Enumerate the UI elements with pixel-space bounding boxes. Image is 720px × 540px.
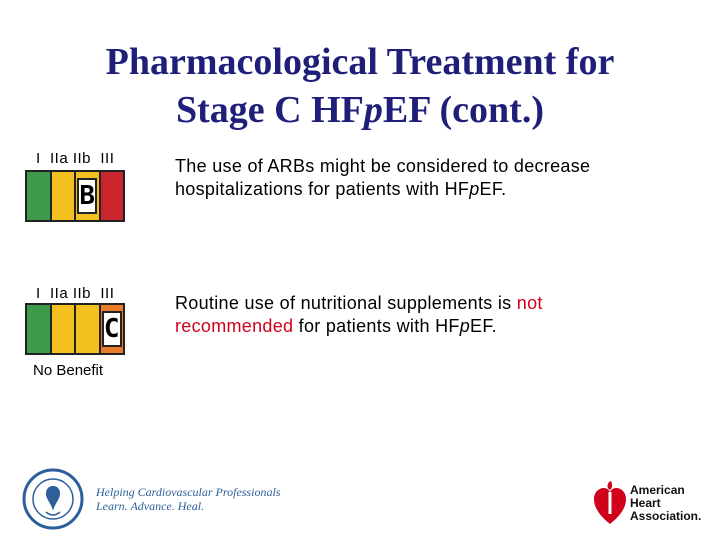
acc-tagline: Helping Cardiovascular Professionals Learn. Advance. Heal. [96,485,281,513]
acc-seal-logo [22,468,84,530]
recommendation-class-bar-1 [25,170,125,222]
recommendation-text-1: The use of ARBs might be considered to decrease hospitalizations for patients with HFpEF. [175,156,591,199]
title-line-2 [0,86,720,134]
not-recommended-emphasis: not recommended [175,293,543,336]
class-iib-segment [76,305,101,353]
no-benefit-label: No Benefit [33,362,104,379]
class-iii-segment [101,172,124,220]
recommendation-text-2: Routine use of nutritional supplements is not recommended for patients with HFpEF. [175,293,543,336]
title-line-1: Pharmacological Treatment for [105,41,615,83]
level-of-evidence-badge: B [77,178,97,214]
class-labels-1: I IIa IIb III [36,150,115,167]
class-iia-segment [52,172,77,220]
class-labels-2: I IIa IIb III [36,285,115,302]
title-line-2-post: EF (cont.) [382,89,544,131]
class-i-segment [27,305,52,353]
title-line-2-pre: Stage C HF [176,89,364,131]
slide-title [0,38,720,134]
aha-heart-torch-logo [592,478,628,528]
aha-wordmark: American Heart Association. [630,483,702,523]
class-i-segment [27,172,52,220]
class-iii-segment [101,305,124,353]
class-iia-segment [52,305,77,353]
title-line-2-italic: p [363,89,383,131]
level-of-evidence-badge: C [102,311,122,347]
class-iib-segment [76,172,101,220]
recommendation-class-bar-2 [25,303,125,355]
